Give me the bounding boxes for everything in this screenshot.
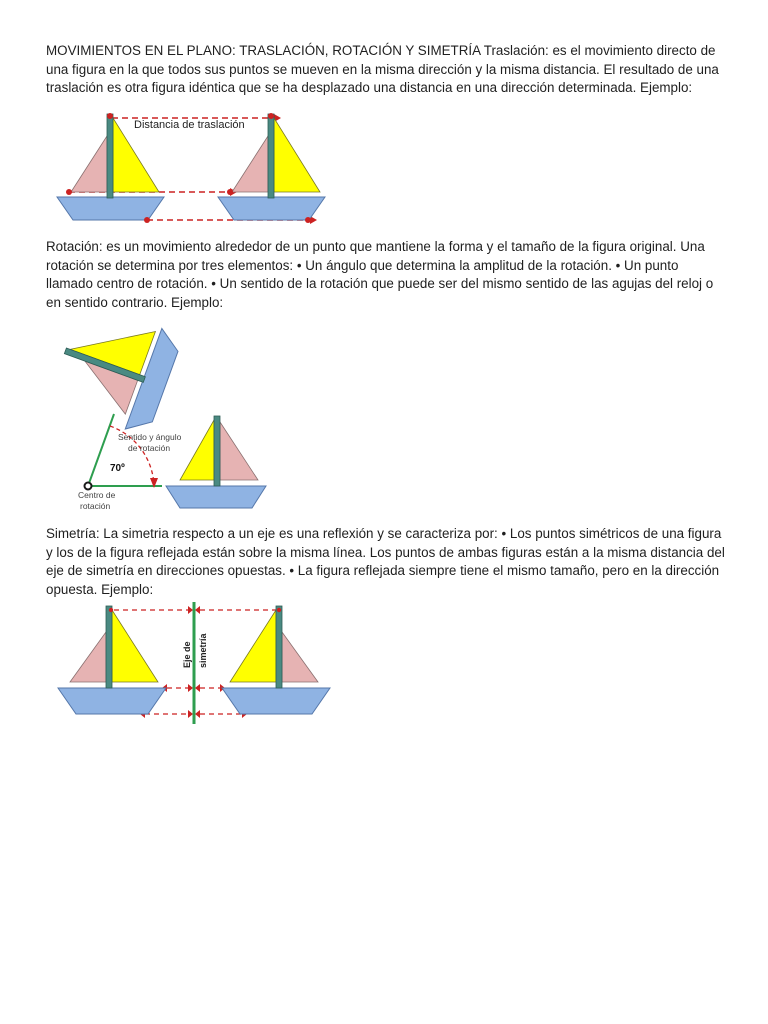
translation-figure [52,108,342,230]
boat-left [58,606,166,714]
rotation-ray-angled [88,414,114,486]
rotation-center-label-2: rotación [80,501,111,511]
rotation-center-label-1: Centro de [78,490,116,500]
boat-right-reflected [222,606,330,714]
paragraph-symmetry: Simetría: La simetria respecto a un eje es una reflexión y se caracteriza por: • Los puntos simétricos de una figura y los de la figura reflejada están sobre la misma línea. Los puntos de ambas figuras están a la misma distancia del eje de simetría en direcciones opuestas. • La figura reflejada siempre tiene el mismo tamaño, pero en la dirección opuesta. Ejemplo: [46,526,725,597]
symmetry-axis-label-2: simetría [198,633,208,668]
translation-label: Distancia de traslación [134,119,245,131]
rotation-angle-value: 70º [110,463,125,474]
paragraph-translation: MOVIMIENTOS EN EL PLANO: TRASLACIÓN, ROTACIÓN Y SIMETRÍA Traslación: es el movimiento directo de una figura en la que todos sus puntos se mueven en la misma dirección y la misma distancia. El resultado de una traslación es otra figura idéntica que se ha desplazado una distancia en una dirección determinada. Ejemplo: [46,43,719,96]
rotation-figure [56,318,276,514]
symmetry-figure [52,602,342,726]
boat-rotated [56,318,183,437]
symmetry-axis-label-1: Eje de [182,641,192,668]
paragraph-rotation: Rotación: es un movimiento alrededor de un punto que mantiene la forma y el tamaño de la figura original. Una rotación se determina por tres elementos: • Un ángulo que determina la amplitud de la rotación. • Un punto llamado centro de rotación. • Un sentido de la rotación que puede ser del mismo sentido de las agujas del reloj o en sentido contrario. Ejemplo: [46,239,714,310]
rotation-label-1: Sentido y ángulo [118,432,182,442]
rotation-label-2: de rotación [128,443,171,453]
rotation-center-point [85,483,92,490]
boat-upright [166,416,266,508]
